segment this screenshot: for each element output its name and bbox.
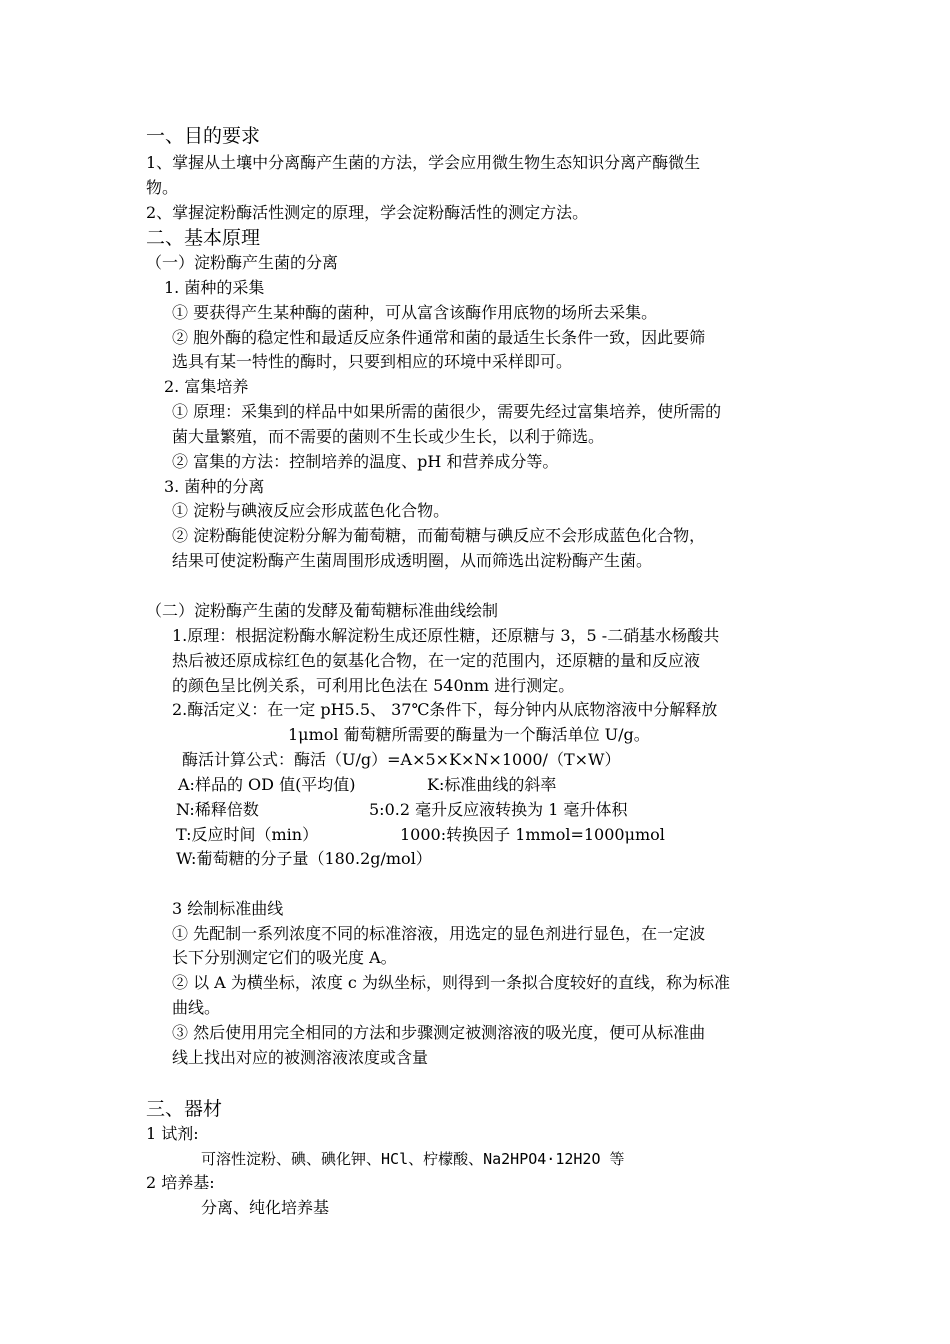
collection-point-2-line-1: ② 胞外酶的稳定性和最适反应条件通常和菌的最适生长条件一致，因此要筛 — [172, 328, 706, 347]
section-1-item-1-line-2: 物。 — [146, 178, 179, 197]
isolation-point-2-line-1: ② 淀粉酶能使淀粉分解为葡萄糖，而葡萄糖与碘反应不会形成蓝色化合物， — [172, 526, 706, 545]
collection-title: 1. 菌种的采集 — [164, 278, 265, 297]
principle-line-2: 热后被还原成棕红色的氨基化合物，在一定的范围内，还原糖的量和反应液 — [172, 651, 701, 670]
principle-line-1: 1.原理：根据淀粉酶水解淀粉生成还原性糖，还原糖与 3，5 -二硝基水杨酸共 — [172, 626, 720, 645]
standard-curve-step-1-line-1: ① 先配制一系列浓度不同的标准溶液，用选定的显色剂进行显色，在一定波 — [172, 924, 706, 943]
standard-curve-step-2-line-2: 曲线。 — [172, 998, 221, 1017]
subsection-2-heading: （二）淀粉酶产生菌的发酵及葡萄糖标准曲线绘制 — [146, 601, 499, 620]
variable-T: T:反应时间（min） — [176, 825, 319, 844]
standard-curve-step-1-line-2: 长下分别测定它们的吸光度 A。 — [172, 948, 397, 967]
standard-curve-step-3-line-2: 线上找出对应的被测溶液浓度或含量 — [172, 1048, 429, 1067]
enrichment-title: 2. 富集培养 — [164, 377, 249, 396]
isolation-point-1: ① 淀粉与碘液反应会形成蓝色化合物。 — [172, 501, 450, 520]
reagents-label: 1 试剂: — [146, 1124, 199, 1143]
variable-A: A:样品的 OD 值(平均值) — [178, 775, 356, 794]
media-label: 2 培养基: — [146, 1173, 215, 1192]
section-1-item-1-line-1: 1、掌握从土壤中分离酶产生菌的方法，学会应用微生物生态知识分离产酶微生 — [146, 153, 701, 172]
enrichment-point-1-line-1: ① 原理：采集到的样品中如果所需的菌很少，需要先经过富集培养，使所需的 — [172, 402, 722, 421]
collection-point-1: ① 要获得产生某种酶的菌种，可从富含该酶作用底物的场所去采集。 — [172, 303, 658, 322]
isolation-point-2-line-2: 结果可使淀粉酶产生菌周围形成透明圈，从而筛选出淀粉酶产生菌。 — [172, 551, 653, 570]
standard-curve-step-3-line-1: ③ 然后使用用完全相同的方法和步骤测定被测溶液的吸光度，便可从标准曲 — [172, 1023, 706, 1042]
collection-point-2-line-2: 选具有某一特性的酶时，只要到相应的环境中采样即可。 — [172, 352, 573, 371]
enzyme-definition-line-1: 2.酶活定义：在一定 pH5.5、 37℃条件下，每分钟内从底物溶液中分解释放 — [172, 700, 718, 719]
section-1-item-2: 2、掌握淀粉酶活性测定的原理，学会淀粉酶活性的测定方法。 — [146, 203, 589, 222]
enzyme-definition-line-2: 1μmol 葡萄糖所需要的酶量为一个酶活单位 U/g。 — [288, 725, 650, 744]
variable-K: K:标准曲线的斜率 — [427, 775, 557, 794]
standard-curve-title: 3 绘制标准曲线 — [172, 899, 284, 918]
isolation-title: 3. 菌种的分离 — [164, 477, 265, 496]
enrichment-point-2: ② 富集的方法：控制培养的温度、pH 和营养成分等。 — [172, 452, 559, 471]
variable-W: W:葡萄糖的分子量（180.2g/mol） — [176, 849, 432, 868]
section-1-heading: 一、目的要求 — [146, 125, 261, 147]
section-3-heading: 三、器材 — [146, 1098, 223, 1120]
variable-5: 5:0.2 毫升反应液转换为 1 毫升体积 — [369, 800, 628, 819]
enrichment-point-1-line-2: 菌大量繁殖，而不需要的菌则不生长或少生长，以利于筛选。 — [172, 427, 605, 446]
activity-formula: 酶活计算公式：酶活（U/g）=A×5×K×N×1000/（T×W） — [182, 750, 621, 769]
reagents-list: 可溶性淀粉、碘、碘化钾、HCl、柠檬酸、Na2HPO4·12H2O 等 — [201, 1150, 625, 1168]
standard-curve-step-2-line-1: ② 以 A 为横坐标，浓度 c 为纵坐标，则得到一条拟合度较好的直线，称为标准 — [172, 973, 730, 992]
variable-N: N:稀释倍数 — [176, 800, 259, 819]
media-content: 分离、纯化培养基 — [201, 1198, 330, 1217]
variable-1000: 1000:转换因子 1mmol=1000μmol — [400, 825, 665, 844]
section-2-heading: 二、基本原理 — [146, 227, 261, 249]
principle-line-3: 的颜色呈比例关系，可利用比色法在 540nm 进行测定。 — [172, 676, 575, 695]
subsection-1-heading: （一）淀粉酶产生菌的分离 — [146, 253, 339, 272]
